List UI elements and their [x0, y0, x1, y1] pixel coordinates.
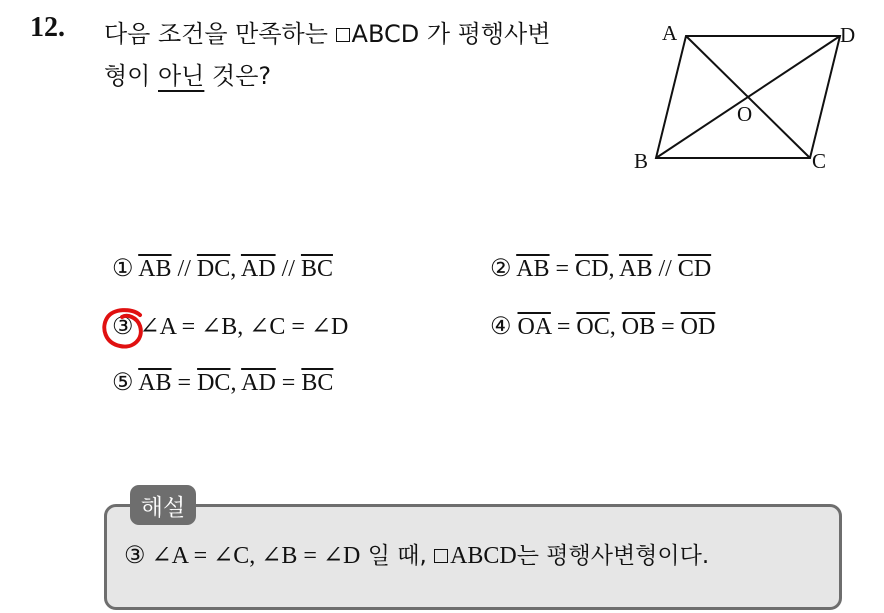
choice-4[interactable]: ④ $\overline{OA} = \overline{OC}$, $\overline{OB} = \overline{OD}$: [490, 314, 716, 340]
vertex-label-c: C: [812, 149, 827, 173]
question-line-2: 형이 아닌 것은?: [104, 62, 272, 90]
question-line-1: 다음 조건을 만족하는 ABCD 가 평행사변: [104, 20, 551, 48]
quadrilateral-symbol-icon: [336, 28, 350, 42]
explanation-tag: 해설: [130, 485, 196, 525]
parallelogram-figure: [628, 18, 868, 178]
question-text: [104, 13, 604, 97]
explanation-text: ③ ∠A = ∠C, ∠B = ∠D 일 때, ABCD는 평행사변형이다.: [124, 543, 710, 569]
quadrilateral-symbol-icon: [434, 549, 448, 563]
question-number: 12.: [30, 12, 65, 43]
choice-3[interactable]: ③ ∠A = ∠B, ∠C = ∠D: [112, 314, 349, 340]
underlined-word: 아닌: [158, 62, 205, 90]
center-label-o: O: [737, 102, 753, 126]
choice-5[interactable]: ⑤ $\overline{AB} = \overline{DC}$, $\overline{AD} = \overline{BC}$: [112, 370, 334, 396]
vertex-label-a: A: [662, 21, 678, 45]
vertex-label-b: B: [634, 149, 649, 173]
choice-1[interactable]: ① $\overline{AB} // \overline{DC}$, $\overline{AD} // \overline{BC}$: [112, 256, 333, 282]
answer-circle-mark-icon: [100, 306, 150, 352]
diagonal-bd: [656, 36, 840, 158]
vertex-label-d: D: [840, 23, 856, 47]
choice-2[interactable]: ② $\overline{AB} = \overline{CD}$, $\overline{AB} // \overline{CD}$: [490, 256, 712, 282]
